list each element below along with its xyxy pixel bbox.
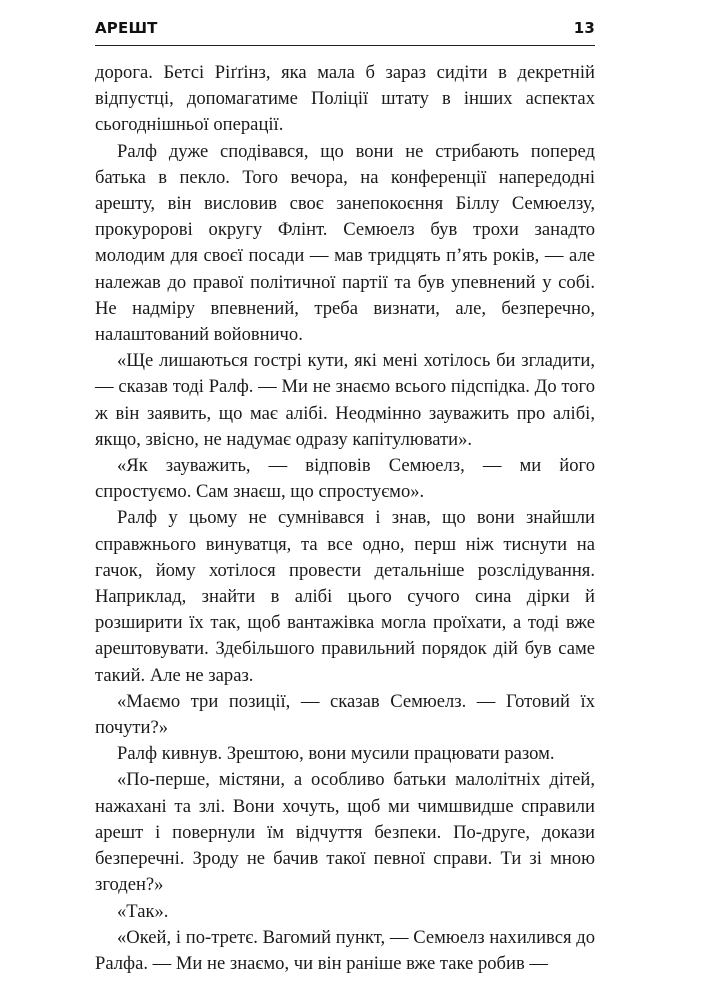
paragraph: «Ще лишаються гострі кути, які мені хотілось би згладити, — сказав тоді Ралф. — Ми не знаємо всього підспідка. До того ж він заявить, що має алібі. Неодмінно зауважить про алібі, якщо, звісно, не надумає одразу капітулювати».: [95, 350, 595, 450]
running-head: [95, 16, 595, 40]
page-number: 13: [573, 19, 595, 37]
chapter-title: АРЕШТ: [95, 19, 158, 37]
paragraph: «Так».: [117, 900, 169, 922]
paragraph: «Окей, і по-третє. Вагомий пункт, — Семюелз нахилився до Ралфа. — Ми не знаємо, чи він раніше вже таке робив —: [95, 926, 595, 974]
paragraph: «Маємо три позиції, — сказав Семюелз. — Готовий їх почути?»: [95, 690, 595, 739]
paragraph: дорога. Бетсі Ріґґінз, яка мала б зараз сидіти в декретній відпустці, допомагатиме Поліції штату в інших аспектах сьогоднішньої операції.: [95, 62, 595, 136]
paragraph: Ралф кивнув. Зрештою, вони мусили працювати разом.: [117, 743, 555, 765]
body-text: [95, 60, 595, 977]
paragraph: «По-перше, містяни, а особливо батьки малолітніх дітей, нажахані та злі. Вони хочуть, щоб ми чимшвидше справили арешт і повернули їм відчуття безпеки. По-друге, докази безперечні. Зроду не бачив такої певної справи. Ти зі мною згоден?»: [95, 769, 595, 896]
paragraph: Ралф дуже сподівався, що вони не стрибають поперед батька в пекло. Того вечора, на конференції напередодні арешту, він висловив своє занепокоєння Біллу Семюелзу, прокуророві округу Флінт. Семюелз був трохи занадто молодим для своєї посади — мав тридцять пʼять років, — але належав до правої політичної партії та був упевнений у собі. Не надміру впевнений, треба визнати, але, безперечно, налаштований войовничо.: [95, 140, 595, 346]
paragraph: Ралф у цьому не сумнівався і знав, що вони знайшли справжнього винуватця, та все одно, перш ніж тиснути на гачок, йому хотілося провести детальніше розслідування. Наприклад, знайти в алібі цього сучого сина дірки й розширити їх так, щоб вантажівка могла проїхати, а тоді вже арештовувати. Здебільшого правильний порядок дій був саме такий. Але не зараз.: [95, 507, 595, 686]
header-rule: [95, 45, 595, 46]
paragraph: «Як зауважить, — відповів Семюелз, — ми його спростуємо. Сам знаєш, що спростуємо».: [95, 455, 595, 503]
